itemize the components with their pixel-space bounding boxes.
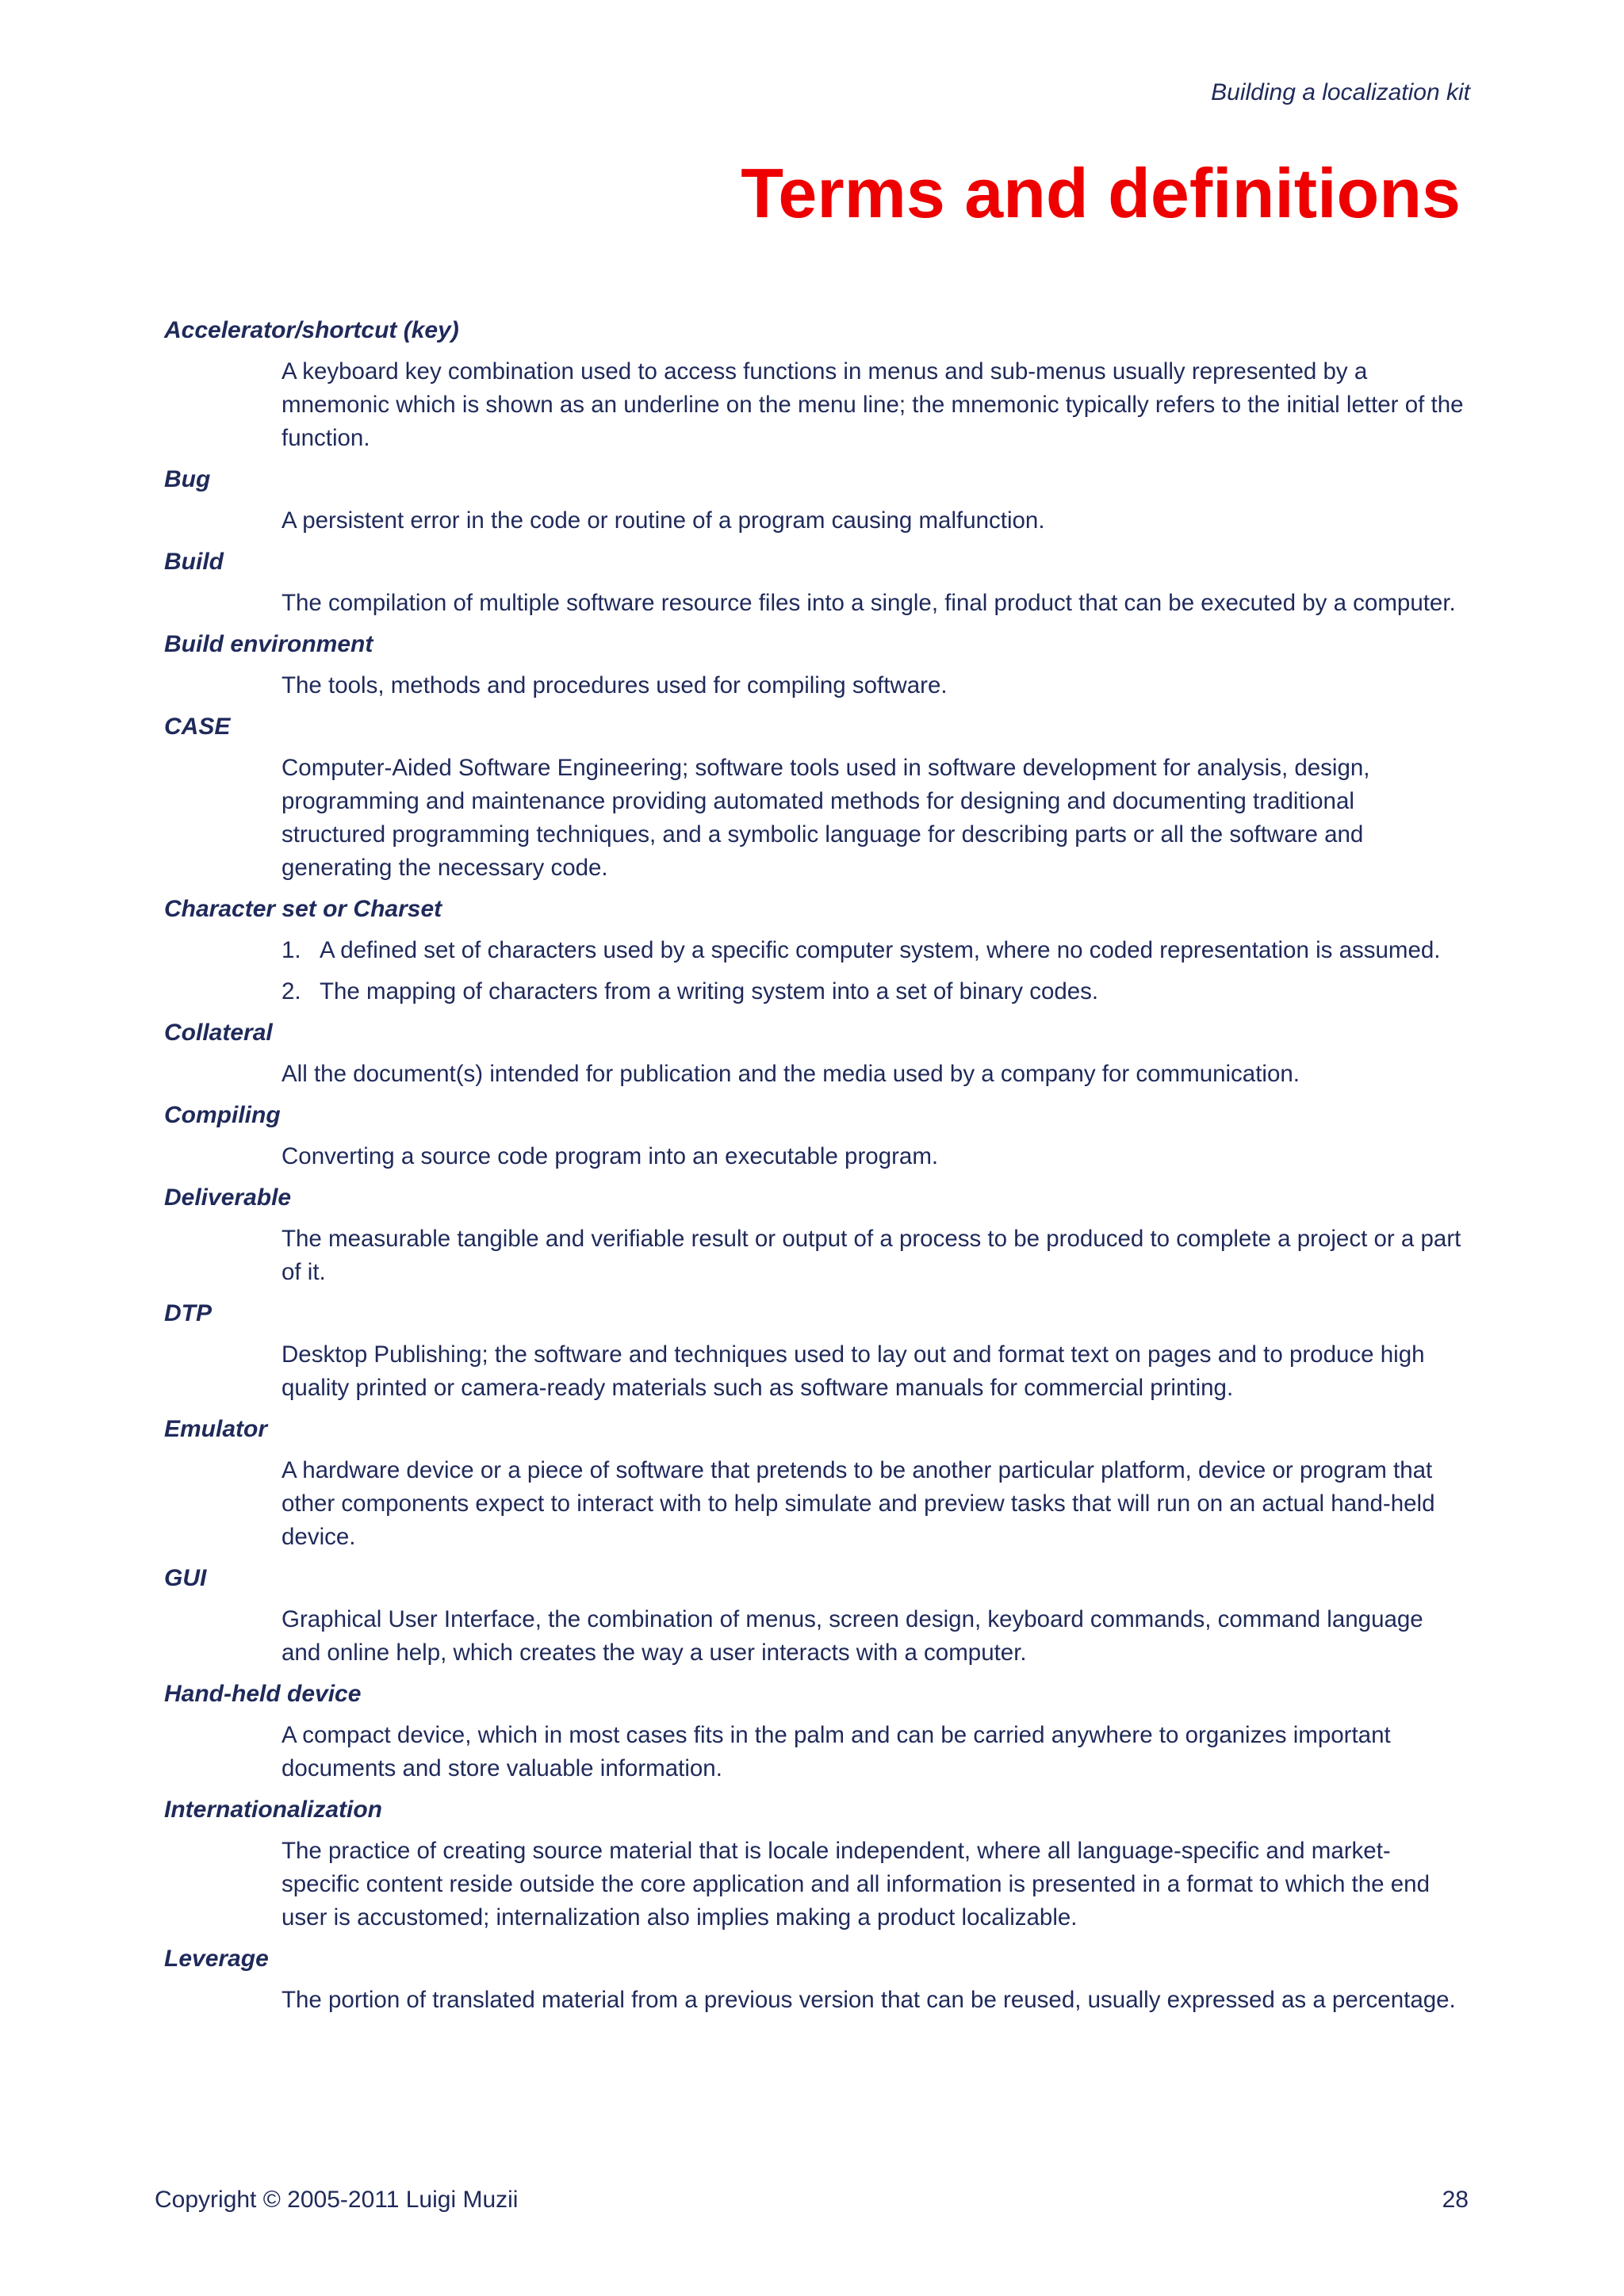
definition-list-item [282,975,1465,1008]
glossary-definition: The portion of translated material from a previous version that can be reused, usually expressed as a percentage. [282,1987,1456,2013]
definition-list-item [282,934,1465,967]
glossary-definition: The practice of creating source material that is locale independent, where all language-specific and market-specific content reside outside the core application and all information is presented in a format to which the end user is accustomed; internalization also implies making a product localizable. [282,1838,1430,1931]
glossary-entry [164,893,1465,1008]
glossary-entry [164,545,1465,620]
glossary [164,314,1465,2025]
glossary-entry [164,710,1465,885]
glossary-definition: The measurable tangible and verifiable result or output of a process to be produced to complete a project or a part of it. [282,1226,1461,1285]
glossary-term: Emulator [164,1416,268,1442]
glossary-definition: All the document(s) intended for publication and the media used by a company for communication. [282,1061,1300,1087]
definition-list [282,934,1465,1008]
list-number: 2. [282,978,301,1004]
glossary-entry [164,1413,1465,1554]
glossary-definition: A persistent error in the code or routine of a program causing malfunction. [282,507,1045,534]
glossary-definition: The compilation of multiple software resource files into a single, final product that can be executed by a computer. [282,590,1456,616]
glossary-term: Build environment [164,631,373,657]
glossary-term: Deliverable [164,1184,292,1211]
glossary-term: Collateral [164,1020,273,1046]
glossary-definition: The tools, methods and procedures used for compiling software. [282,672,948,698]
glossary-term: Hand-held device [164,1681,362,1707]
glossary-entry [164,628,1465,702]
glossary-entry [164,1678,1465,1785]
list-number: 1. [282,937,301,963]
glossary-entry [164,1562,1465,1670]
glossary-term: CASE [164,714,231,740]
glossary-term: Accelerator/shortcut (key) [164,317,459,343]
glossary-definition: Computer-Aided Software Engineering; software tools used in software development for analysis, design, programming and maintenance providing automated methods for designing and documenting traditional structured programming techniques, and a symbolic language for describing parts or all the software and generating the necessary code. [282,755,1370,881]
glossary-definition: Converting a source code program into an executable program. [282,1143,939,1169]
glossary-term: Character set or Charset [164,896,442,922]
glossary-definition: Desktop Publishing; the software and techniques used to lay out and format text on pages and to produce high quality printed or camera-ready materials such as software manuals for commercial printing. [282,1341,1425,1401]
glossary-entry [164,314,1465,455]
page-number: 28 [1442,2187,1469,2213]
glossary-term: GUI [164,1565,207,1591]
glossary-entry [164,1016,1465,1091]
glossary-entry [164,1942,1465,2017]
footer-copyright: Copyright © 2005-2011 Luigi Muzii [155,2187,519,2213]
glossary-entry [164,463,1465,538]
glossary-entry [164,1297,1465,1405]
glossary-definition: A compact device, which in most cases fits in the palm and can be carried anywhere to organizes important documents and store valuable information. [282,1722,1391,1781]
list-item-text: A defined set of characters used by a specific computer system, where no coded representation is assumed. [320,937,1441,963]
glossary-definition: A hardware device or a piece of software that pretends to be another particular platform, device or program that other components expect to interact with to help simulate and preview tasks that will run on an actual hand-held device. [282,1457,1435,1550]
glossary-term: Bug [164,466,211,492]
glossary-term: DTP [164,1300,212,1326]
glossary-definition: A keyboard key combination used to access functions in menus and sub-menus usually represented by a mnemonic which is shown as an underline on the menu line; the mnemonic typically refers to the initial letter of the function. [282,358,1464,451]
glossary-term: Leverage [164,1946,269,1972]
running-header: Building a localization kit [1211,79,1470,105]
list-item-text: The mapping of characters from a writing system into a set of binary codes. [320,978,1099,1004]
glossary-entry [164,1793,1465,1934]
glossary-term: Internationalization [164,1797,383,1823]
glossary-definition: Graphical User Interface, the combination of menus, screen design, keyboard commands, command language and online help, which creates the way a user interacts with a computer. [282,1606,1423,1666]
glossary-term: Build [164,549,224,575]
glossary-term: Compiling [164,1102,281,1128]
page-title: Terms and definitions [741,154,1461,232]
glossary-entry [164,1181,1465,1289]
glossary-entry [164,1099,1465,1173]
